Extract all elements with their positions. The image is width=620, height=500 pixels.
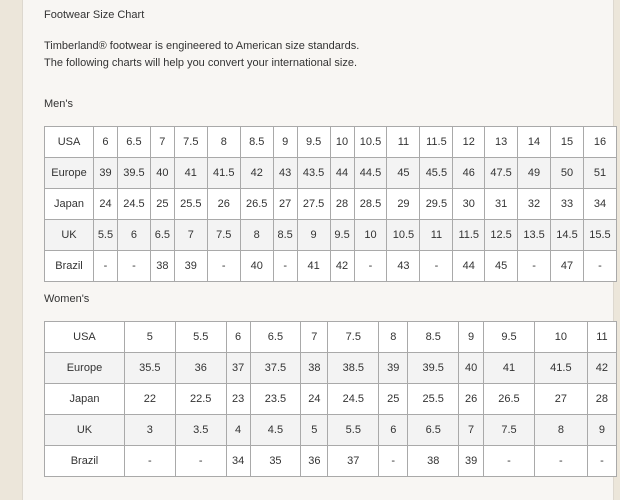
content-panel: [22, 0, 614, 500]
size-cell: 6.5: [117, 127, 150, 158]
size-cell: 8: [379, 322, 408, 353]
size-cell: 5.5: [94, 220, 118, 251]
size-cell: 28: [330, 189, 354, 220]
size-cell: 7.5: [174, 127, 207, 158]
row-label: Brazil: [45, 251, 94, 282]
size-cell: 39.5: [408, 353, 459, 384]
size-cell: 37: [328, 446, 379, 477]
size-cell: 28.5: [354, 189, 387, 220]
size-cell: 47.5: [485, 158, 518, 189]
size-cell: 44: [453, 251, 485, 282]
size-cell: 10: [330, 127, 354, 158]
size-cell: -: [420, 251, 453, 282]
size-cell: -: [484, 446, 535, 477]
size-cell: -: [273, 251, 297, 282]
row-label: USA: [45, 127, 94, 158]
size-cell: 15: [551, 127, 584, 158]
size-cell: 24: [301, 384, 328, 415]
size-cell: 49: [518, 158, 551, 189]
size-cell: 9: [587, 415, 616, 446]
table-row: [45, 127, 617, 158]
size-cell: 27: [273, 189, 297, 220]
size-cell: 38.5: [328, 353, 379, 384]
size-cell: 35: [250, 446, 301, 477]
size-cell: -: [518, 251, 551, 282]
size-cell: 6.5: [150, 220, 174, 251]
size-cell: 30: [453, 189, 485, 220]
size-cell: 28: [587, 384, 616, 415]
size-cell: 11.5: [453, 220, 485, 251]
size-cell: 11: [387, 127, 420, 158]
intro-text: [44, 38, 359, 72]
table-row: [45, 446, 617, 477]
size-cell: 35.5: [124, 353, 175, 384]
size-cell: -: [379, 446, 408, 477]
intro-line-1: Timberland® footwear is engineered to American size standards.: [44, 40, 360, 52]
page-title: Footwear Size Chart: [44, 9, 145, 21]
size-cell: -: [117, 251, 150, 282]
size-cell: 39: [94, 158, 118, 189]
size-cell: 22: [124, 384, 175, 415]
size-cell: 24.5: [117, 189, 150, 220]
size-cell: 8: [207, 127, 240, 158]
size-cell: 39: [379, 353, 408, 384]
size-cell: 8.5: [408, 322, 459, 353]
size-cell: 7.5: [484, 415, 535, 446]
womens-size-table: [44, 321, 617, 477]
size-cell: 27.5: [297, 189, 330, 220]
size-cell: 23: [226, 384, 250, 415]
size-cell: 23.5: [250, 384, 301, 415]
size-cell: 25: [379, 384, 408, 415]
size-cell: 39: [174, 251, 207, 282]
row-label: Japan: [45, 189, 94, 220]
size-cell: 8.5: [273, 220, 297, 251]
size-cell: 33: [551, 189, 584, 220]
size-cell: 7.5: [328, 322, 379, 353]
size-cell: 39: [459, 446, 484, 477]
size-cell: 45: [387, 158, 420, 189]
size-cell: 6: [379, 415, 408, 446]
size-cell: 24: [94, 189, 118, 220]
table-row: [45, 189, 617, 220]
size-cell: 16: [583, 127, 616, 158]
size-cell: 37.5: [250, 353, 301, 384]
size-cell: -: [587, 446, 616, 477]
size-cell: 11.5: [420, 127, 453, 158]
size-cell: 25.5: [174, 189, 207, 220]
table-row: [45, 158, 617, 189]
size-cell: -: [124, 446, 175, 477]
size-cell: 41: [174, 158, 207, 189]
size-cell: 13.5: [518, 220, 551, 251]
size-cell: 31: [485, 189, 518, 220]
size-cell: 38: [408, 446, 459, 477]
size-cell: 8: [534, 415, 587, 446]
size-cell: 9.5: [297, 127, 330, 158]
size-cell: 9: [459, 322, 484, 353]
row-label: Europe: [45, 158, 94, 189]
table-row: [45, 415, 617, 446]
size-cell: 9: [273, 127, 297, 158]
row-label: Europe: [45, 353, 125, 384]
size-cell: 7: [301, 322, 328, 353]
size-cell: 9: [297, 220, 330, 251]
row-label: Japan: [45, 384, 125, 415]
size-cell: 3.5: [175, 415, 226, 446]
size-cell: 10.5: [354, 127, 387, 158]
size-cell: 36: [301, 446, 328, 477]
size-cell: 9.5: [330, 220, 354, 251]
intro-line-2: The following charts will help you convert your international size.: [44, 57, 358, 69]
size-cell: 43: [273, 158, 297, 189]
table-row: [45, 353, 617, 384]
size-cell: -: [175, 446, 226, 477]
size-cell: 50: [551, 158, 584, 189]
size-cell: 25.5: [408, 384, 459, 415]
size-cell: 11: [420, 220, 453, 251]
size-cell: 7: [174, 220, 207, 251]
row-label: UK: [45, 415, 125, 446]
table-row: [45, 251, 617, 282]
size-cell: 10: [354, 220, 387, 251]
size-cell: 40: [150, 158, 174, 189]
size-cell: 44.5: [354, 158, 387, 189]
size-cell: 6: [94, 127, 118, 158]
size-cell: 38: [150, 251, 174, 282]
size-cell: 39.5: [117, 158, 150, 189]
size-cell: 43.5: [297, 158, 330, 189]
size-cell: 6.5: [408, 415, 459, 446]
size-cell: 25: [150, 189, 174, 220]
size-cell: 44: [330, 158, 354, 189]
size-cell: 13: [485, 127, 518, 158]
size-cell: 38: [301, 353, 328, 384]
size-cell: 41: [297, 251, 330, 282]
size-cell: 6.5: [250, 322, 301, 353]
size-cell: 14.5: [551, 220, 584, 251]
size-cell: -: [583, 251, 616, 282]
size-cell: 40: [240, 251, 273, 282]
size-cell: 14: [518, 127, 551, 158]
size-cell: 26: [459, 384, 484, 415]
row-label: UK: [45, 220, 94, 251]
size-cell: 47: [551, 251, 584, 282]
size-cell: 27: [534, 384, 587, 415]
size-cell: 34: [583, 189, 616, 220]
size-cell: 9.5: [484, 322, 535, 353]
size-cell: 11: [587, 322, 616, 353]
size-cell: 42: [240, 158, 273, 189]
size-cell: 6: [117, 220, 150, 251]
size-cell: 29.5: [420, 189, 453, 220]
size-cell: 4: [226, 415, 250, 446]
size-cell: 40: [459, 353, 484, 384]
size-cell: 41.5: [207, 158, 240, 189]
row-label: Brazil: [45, 446, 125, 477]
size-cell: 43: [387, 251, 420, 282]
size-cell: 22.5: [175, 384, 226, 415]
mens-size-table: [44, 126, 617, 282]
mens-heading: Men's: [44, 98, 73, 110]
table-row: [45, 384, 617, 415]
size-cell: 46: [453, 158, 485, 189]
size-cell: 5.5: [175, 322, 226, 353]
size-cell: 5: [124, 322, 175, 353]
table-row: [45, 220, 617, 251]
womens-heading: Women's: [44, 293, 90, 305]
table-row: [45, 322, 617, 353]
size-cell: 8: [240, 220, 273, 251]
size-cell: 5.5: [328, 415, 379, 446]
size-cell: 29: [387, 189, 420, 220]
size-cell: 7: [459, 415, 484, 446]
size-cell: 37: [226, 353, 250, 384]
size-cell: 34: [226, 446, 250, 477]
size-cell: 6: [226, 322, 250, 353]
size-cell: 10: [534, 322, 587, 353]
size-cell: 3: [124, 415, 175, 446]
size-cell: 26: [207, 189, 240, 220]
size-cell: 26.5: [240, 189, 273, 220]
size-cell: 51: [583, 158, 616, 189]
size-cell: 45: [485, 251, 518, 282]
size-cell: 7: [150, 127, 174, 158]
size-cell: 5: [301, 415, 328, 446]
row-label: USA: [45, 322, 125, 353]
size-cell: 42: [587, 353, 616, 384]
size-cell: 4.5: [250, 415, 301, 446]
size-cell: 12.5: [485, 220, 518, 251]
size-cell: 26.5: [484, 384, 535, 415]
size-cell: 12: [453, 127, 485, 158]
size-cell: 45.5: [420, 158, 453, 189]
size-cell: 41.5: [534, 353, 587, 384]
size-cell: 32: [518, 189, 551, 220]
size-cell: 41: [484, 353, 535, 384]
size-cell: -: [207, 251, 240, 282]
size-cell: -: [94, 251, 118, 282]
size-cell: 36: [175, 353, 226, 384]
size-cell: 10.5: [387, 220, 420, 251]
size-cell: 8.5: [240, 127, 273, 158]
size-cell: 24.5: [328, 384, 379, 415]
size-cell: -: [354, 251, 387, 282]
size-cell: 15.5: [583, 220, 616, 251]
size-cell: -: [534, 446, 587, 477]
size-cell: 7.5: [207, 220, 240, 251]
size-cell: 42: [330, 251, 354, 282]
